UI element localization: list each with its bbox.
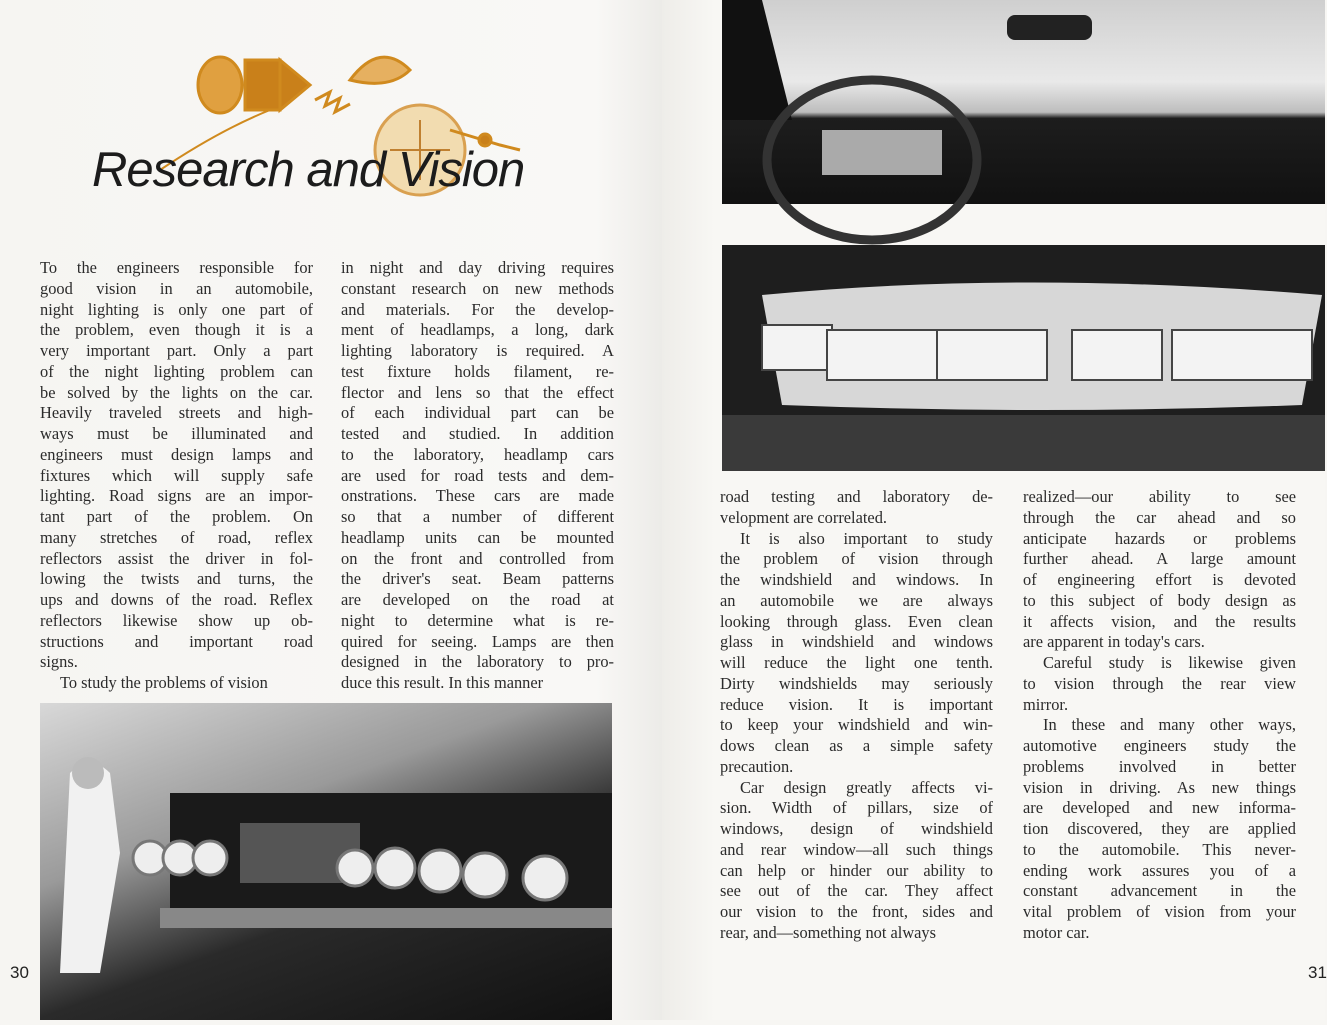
text-line: onstrations. These cars are made [341,486,614,506]
text-line: to vision through the rear view [1023,673,1296,693]
text-line: see out of the car. They affect [720,881,993,901]
page-number-left: 30 [10,963,29,982]
text-line: constant research on new methods [341,278,614,298]
text-line: are used for road tests and dem- [341,465,614,485]
text-line: be solved by the lights on the car. [40,382,313,402]
text-column-4 [1023,487,1296,944]
text-line: ment of headlamps, a long, dark [341,320,614,340]
text-column-2 [341,258,614,694]
text-line: rear, and—something not always [720,922,937,942]
text-line: To the engineers responsible for [40,258,313,277]
text-line: dows clean as a simple safety [720,736,993,755]
text-line: quired for seeing. Lamps are then [341,631,614,651]
text-line: reduce vision. It is important [720,694,993,714]
text-line: automotive engineers study the [1023,736,1296,755]
text-line: It is also important to study [740,528,993,548]
text-line: fixtures which will supply safe [40,465,313,485]
text-line: to this subject of body design as [1023,590,1296,610]
text-line: Car design greatly affects vi- [740,777,993,797]
text-line: road testing and laboratory de- [720,487,993,506]
text-line: tant part of the problem. On [40,507,313,526]
headlamp-car-photo [40,703,612,1020]
text-line: constant advancement in the [1023,881,1296,901]
text-line: headlamp units can be mounted [341,527,614,547]
text-column-3 [720,487,993,944]
text-line: mirror. [1023,694,1069,714]
text-line: of the night lighting problem can [40,361,313,381]
text-line: Careful study is likewise given [1043,653,1296,672]
text-line: lighting laboratory is required. A [341,341,614,360]
rear-window-view-photo [722,245,1325,471]
text-line: are developed and new informa- [1023,798,1296,818]
text-line: further ahead. A large amount [1023,549,1296,569]
text-line: tion discovered, they are applied [1023,819,1296,838]
text-column-1 [40,258,313,694]
text-line: our vision to the front, sides and [720,902,993,921]
text-line: lowing the twists and turns, the [40,569,313,589]
text-line: ups and downs of the road. Reflex [40,590,313,609]
text-line: Dirty windshields may seriously [720,673,993,693]
text-line: it affects vision, and the results [1023,611,1296,631]
text-line: anticipate hazards or problems [1023,528,1296,548]
page-number-right: 31 [1308,963,1327,982]
windshield-view-photo [722,0,1325,204]
text-line: problems involved in better [1023,756,1296,776]
text-line: very important part. Only a part [40,341,313,360]
text-line: so that a number of different [341,507,614,526]
text-line: of each individual part can be [341,403,614,423]
text-line: ways must be illuminated and [40,424,313,443]
text-line: reflectors assist the driver in fol- [40,548,313,568]
text-line: vital problem of vision from your [1023,902,1296,921]
text-line: to keep your windshield and win- [720,715,993,735]
text-line: Heavily traveled streets and high- [40,403,313,423]
text-line: reflectors likewise show up ob- [40,610,313,630]
text-line: motor car. [1023,922,1090,942]
text-line: tested and studied. In addition [341,424,614,443]
text-line: of engineering effort is devoted [1023,570,1296,589]
text-line: In these and many other ways, [1043,715,1296,735]
text-line: and rear window—all such things [720,839,993,859]
text-line: To study the problems of vision [60,673,268,692]
text-line: the problem of vision through [720,549,993,569]
text-line: on the front and controlled from [341,548,614,568]
text-line: and materials. For the develop- [341,299,614,319]
text-line: signs. [40,652,78,672]
text-line: velopment are correlated. [720,507,888,527]
text-line: engineers must design lamps and [40,444,313,464]
text-line: night to determine what is re- [341,610,614,630]
text-line: in night and day driving requires [341,258,614,277]
text-line: the problem, even though it is a [40,320,313,340]
text-line: glass in windshield and windows [720,632,993,652]
text-line: sion. Width of pillars, size of [720,798,993,818]
text-line: vision in driving. As new things [1023,777,1296,797]
text-line: windows, design of windshield [720,819,993,838]
text-line: through the car ahead and so [1023,507,1296,527]
text-line: can help or hinder our ability to [720,860,993,880]
text-line: structions and important road [40,631,313,651]
text-line: test fixture holds filament, re- [341,361,614,381]
text-line: duce this result. In this manner [341,673,544,692]
text-line: are developed on the road at [341,590,614,609]
text-line: are apparent in today's cars. [1023,632,1205,652]
text-line: good vision in an automobile, [40,278,313,298]
text-line: night lighting is only one part of [40,299,313,319]
text-line: many stretches of road, reflex [40,527,313,547]
text-line: lighting. Road signs are an impor- [40,486,313,506]
text-line: flector and lens so that the effect [341,382,614,402]
text-line: to the laboratory, headlamp cars [341,444,614,464]
text-line: ending work assures you of a [1023,860,1296,880]
text-line: the windshield and windows. In [720,570,993,589]
text-line: will reduce the light one tenth. [720,653,993,672]
text-line: the driver's seat. Beam patterns [341,569,614,589]
text-line: an automobile we are always [720,590,993,610]
text-line: realized—our ability to see [1023,487,1296,506]
text-line: designed in the laboratory to pro- [341,652,614,672]
text-line: precaution. [720,756,794,776]
page-title: Research and Vision [92,143,525,197]
text-line: to the automobile. This never- [1023,839,1296,859]
text-line: looking through glass. Even clean [720,611,993,631]
